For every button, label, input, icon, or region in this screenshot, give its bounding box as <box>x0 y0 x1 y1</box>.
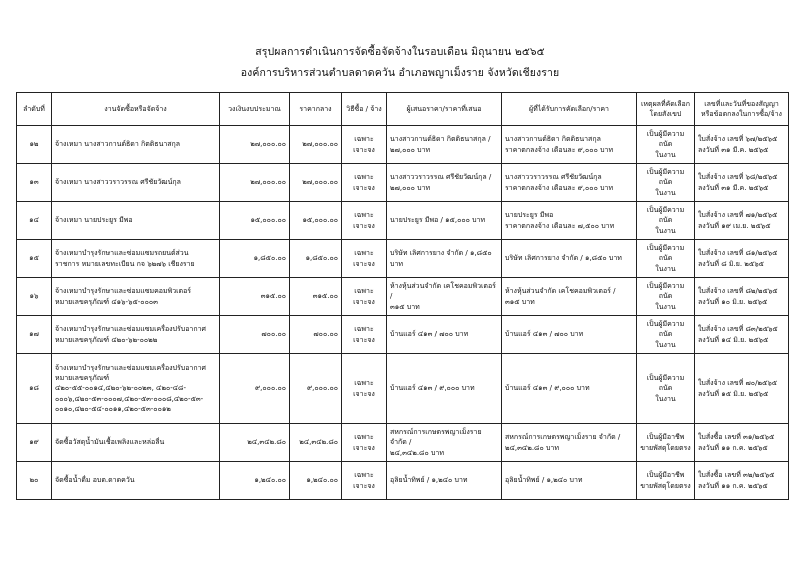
header-method: วิธีซื้อ / จ้าง <box>342 93 387 126</box>
cell-bidders: อุลิยน้ำทิพย์ / ๑,๒๔๐ บาท <box>387 462 502 500</box>
cell-budget: ๓๑๕.๐๐ <box>220 278 290 316</box>
cell-winner: ห้างหุ้นส่วนจำกัด เคโชคอมพิวเตอร์ / ๓๑๕ บาท <box>502 278 637 316</box>
table-row <box>17 164 789 202</box>
cell-median-price: ๑,๘๕๐.๐๐ <box>290 240 342 278</box>
cell-no: ๑๗ <box>17 316 52 354</box>
header-no: ลำดับที่ <box>17 93 52 126</box>
cell-item: จ้างเหมาบำรุงรักษาและซ่อมแซมรถยนต์ส่วน ราชการ หมายเลขทะเบียน กจ ๖๒๗๖ เชียงราย <box>52 240 220 278</box>
table-row <box>17 278 789 316</box>
cell-method: เฉพาะเจาะจง <box>342 424 387 462</box>
cell-method: เฉพาะเจาะจง <box>342 278 387 316</box>
cell-no: ๒๐ <box>17 462 52 500</box>
header-bidders: ผู้เสนอราคา/ราคาที่เสนอ <box>387 93 502 126</box>
cell-median-price: ๑๕,๐๐๐.๐๐ <box>290 202 342 240</box>
cell-no: ๑๖ <box>17 278 52 316</box>
cell-no: ๑๕ <box>17 240 52 278</box>
cell-no: ๑๔ <box>17 202 52 240</box>
table-header-row <box>17 93 789 126</box>
cell-item: จ้างเหมาบำรุงรักษาและซ่อมแซมเครื่องปรับอากาศ หมายเลขครุภัณฑ์ ๔๒๐-๖๒-๐๐๒๒ <box>52 316 220 354</box>
header-reason: เหตุผลที่คัดเลือก โดยสังเขป <box>637 93 695 126</box>
table-row <box>17 354 789 424</box>
cell-winner: อุลิยน้ำทิพย์ / ๑,๒๔๐ บาท <box>502 462 637 500</box>
header-winner: ผู้ที่ได้รับการคัดเลือก/ราคา <box>502 93 637 126</box>
cell-no: ๑๓ <box>17 164 52 202</box>
cell-no: ๑๒ <box>17 126 52 164</box>
table-row <box>17 424 789 462</box>
cell-reason: เป็นผู้มีอาชีพ ขายพัสดุโดยตรง <box>637 424 695 462</box>
cell-reason: เป็นผู้มีความถนัด ในงาน <box>637 316 695 354</box>
cell-item: จ้างเหมาบำรุงรักษาและซ่อมแซมคอมพิวเตอร์ หมายเลขครุภัณฑ์ ๔๑๖-๖๕-๐๐๐๓ <box>52 278 220 316</box>
cell-winner: บริษัท เลิศการยาง จำกัด / ๑,๘๕๐ บาท <box>502 240 637 278</box>
cell-reason: เป็นผู้มีความถนัด ในงาน <box>637 354 695 424</box>
cell-contract: ใบสั่งจ้าง เลขที่ ๗๑/๒๕๖๕ ลงวันที่ ๑๙ เม.ย. ๒๕๖๕ <box>695 202 789 240</box>
cell-winner: นางสาวกานต์ธิดา กิตติธนาสกุล ราคาตกลงจ้าง เดือนละ ๙,๐๐๐ บาท <box>502 126 637 164</box>
cell-median-price: ๒๗,๐๐๐.๐๐ <box>290 164 342 202</box>
cell-method: เฉพาะเจาะจง <box>342 316 387 354</box>
cell-median-price: ๙,๐๐๐.๐๐ <box>290 354 342 424</box>
procurement-table <box>16 92 789 500</box>
cell-median-price: ๑,๒๔๐.๐๐ <box>290 462 342 500</box>
cell-median-price: ๗๐๐.๐๐ <box>290 316 342 354</box>
cell-contract: ใบสั่งจ้าง เลขที่ ๘๑/๒๕๖๕ ลงวันที่ ๘ มิ.ย. ๒๕๖๕ <box>695 240 789 278</box>
cell-method: เฉพาะเจาะจง <box>342 202 387 240</box>
table-row <box>17 126 789 164</box>
cell-reason: เป็นผู้มีความถนัด ในงาน <box>637 126 695 164</box>
cell-reason: เป็นผู้มีความถนัด ในงาน <box>637 240 695 278</box>
table-row <box>17 316 789 354</box>
cell-reason: เป็นผู้มีความถนัด ในงาน <box>637 278 695 316</box>
cell-reason: เป็นผู้มีความถนัด ในงาน <box>637 164 695 202</box>
cell-budget: ๑,๘๕๐.๐๐ <box>220 240 290 278</box>
header-contract: เลขที่และวันที่ของสัญญา หรือข้อตกลงในการซื้อ/จ้าง <box>695 93 789 126</box>
cell-winner: สหกรณ์การเกษตรพญาเม็งราย จำกัด / ๒๔,๓๔๒.๘๐ บาท <box>502 424 637 462</box>
cell-method: เฉพาะเจาะจง <box>342 462 387 500</box>
document-title: สรุปผลการดำเนินการจัดซื้อจัดจ้างในรอบเดือน มิถุนายน ๒๕๖๕ <box>255 46 545 58</box>
cell-winner: นางสาววราวรรณ ศรีชัยวัฒน์กุล ราคาตกลงจ้าง เดือนละ ๙,๐๐๐ บาท <box>502 164 637 202</box>
cell-item: จ้างเหมาบำรุงรักษาและซ่อมแซมเครื่องปรับอากาศ หมายเลขครุภัณฑ์ ๔๒๐-๕๕-๐๐๑๔,๔๒๐-๖๒-๐๐๒๓, ๔๒๐-๔๘- ๐๐๐๖,๔๒๐-๕๓-๐๐๐๗,๔๒๐-๕๓-๐๐๐๘,๔๒๐-๕๓- ๐๐๑๐,๔๒๐-๕๔-๐๐๑๑,๔๒๐-๕๓-๐๐๑๒ <box>52 354 220 424</box>
cell-budget: ๑๕,๐๐๐.๐๐ <box>220 202 290 240</box>
cell-no: ๑๘ <box>17 354 52 424</box>
cell-item: จ้างเหมา นางสาววราวรรณ ศรีชัยวัฒน์กุล <box>52 164 220 202</box>
cell-contract: ใบสั่งจ้าง เลขที่ ๘๓/๒๕๖๕ ลงวันที่ ๑๔ มิ.ย. ๒๕๖๕ <box>695 316 789 354</box>
cell-item: จ้างเหมา นางสาวกานต์ธิดา กิตติธนาสกุล <box>52 126 220 164</box>
cell-contract: ใบสั่งจ้าง เลขที่ ๖๗/๒๕๖๕ ลงวันที่ ๓๑ มี.ค. ๒๕๖๕ <box>695 126 789 164</box>
cell-contract: ใบสั่งจ้าง เลขที่ ๗๐/๒๕๖๕ ลงวันที่ ๑๕ มิ.ย. ๒๕๖๕ <box>695 354 789 424</box>
cell-bidders: นายประยูร มีพอ / ๑๕,๐๐๐ บาท <box>387 202 502 240</box>
cell-median-price: ๒๔,๓๔๒.๘๐ <box>290 424 342 462</box>
cell-method: เฉพาะเจาะจง <box>342 354 387 424</box>
cell-method: เฉพาะเจาะจง <box>342 164 387 202</box>
cell-budget: ๒๗,๐๐๐.๐๐ <box>220 126 290 164</box>
cell-item: จ้างเหมา นายประยูร มีพอ <box>52 202 220 240</box>
cell-reason: เป็นผู้มีความถนัด ในงาน <box>637 202 695 240</box>
cell-winner: บ้านแอร์ ๔๑๓ / ๗๐๐ บาท <box>502 316 637 354</box>
header-median-price: ราคากลาง <box>290 93 342 126</box>
cell-bidders: นางสาวกานต์ธิดา กิตติธนาสกุล / ๒๗,๐๐๐ บาท <box>387 126 502 164</box>
cell-median-price: ๓๑๕.๐๐ <box>290 278 342 316</box>
cell-winner: นายประยูร มีพอ ราคาตกลงจ้าง เดือนละ ๗,๕๐๐ บาท <box>502 202 637 240</box>
cell-bidders: บริษัท เลิศการยาง จำกัด / ๑,๘๕๐ บาท <box>387 240 502 278</box>
cell-no: ๑๙ <box>17 424 52 462</box>
cell-budget: ๙,๐๐๐.๐๐ <box>220 354 290 424</box>
cell-bidders: ห้างหุ้นส่วนจำกัด เคโชคอมพิวเตอร์ / ๓๑๕ บาท <box>387 278 502 316</box>
document-subtitle: องค์การบริหารส่วนตำบลดาดควัน อำเภอพญาเม็งราย จังหวัดเชียงราย <box>240 67 560 79</box>
cell-budget: ๗๐๐.๐๐ <box>220 316 290 354</box>
table-row <box>17 462 789 500</box>
cell-contract: ใบสั่งจ้าง เลขที่ ๘๒/๒๕๖๕ ลงวันที่ ๑๐ มิ.ย. ๒๕๖๕ <box>695 278 789 316</box>
cell-contract: ใบสั่งซื้อ เลขที่ ๓๑/๒๕๖๕ ลงวันที่ ๑๑ ก.ค. ๒๕๖๕ <box>695 424 789 462</box>
cell-bidders: บ้านแอร์ ๔๑๓ / ๗๐๐ บาท <box>387 316 502 354</box>
header-item: งานจัดซื้อหรือจัดจ้าง <box>52 93 220 126</box>
cell-reason: เป็นผู้มีอาชีพ ขายพัสดุโดยตรง <box>637 462 695 500</box>
table-row <box>17 202 789 240</box>
cell-bidders: สหกรณ์การเกษตรพญาเม็งราย จำกัด / ๒๔,๓๔๒.๘๐ บาท <box>387 424 502 462</box>
cell-bidders: บ้านแอร์ ๔๑๓ / ๙,๐๐๐ บาท <box>387 354 502 424</box>
cell-bidders: นางสาววราวรรณ ศรีชัยวัฒน์กุล / ๒๗,๐๐๐ บาท <box>387 164 502 202</box>
cell-contract: ใบสั่งจ้าง เลขที่ ๖๘/๒๕๖๕ ลงวันที่ ๓๑ มี.ค. ๒๕๖๕ <box>695 164 789 202</box>
cell-budget: ๑,๒๔๐.๐๐ <box>220 462 290 500</box>
table-row <box>17 240 789 278</box>
cell-item: จัดซื้อวัสดุน้ำมันเชื้อเพลิงและหล่อลื่น <box>52 424 220 462</box>
header-budget: วงเงินงบประมาณ <box>220 93 290 126</box>
cell-budget: ๒๔,๓๔๒.๘๐ <box>220 424 290 462</box>
cell-method: เฉพาะเจาะจง <box>342 240 387 278</box>
cell-item: จัดซื้อน้ำดื่ม อบต.ดาดควัน <box>52 462 220 500</box>
cell-winner: บ้านแอร์ ๔๑๓ / ๙,๐๐๐ บาท <box>502 354 637 424</box>
cell-contract: ใบสั่งซื้อ เลขที่ ๓๒/๒๕๖๕ ลงวันที่ ๑๑ ก.ค. ๒๕๖๕ <box>695 462 789 500</box>
cell-budget: ๒๗,๐๐๐.๐๐ <box>220 164 290 202</box>
cell-median-price: ๒๗,๐๐๐.๐๐ <box>290 126 342 164</box>
cell-method: เฉพาะเจาะจง <box>342 126 387 164</box>
